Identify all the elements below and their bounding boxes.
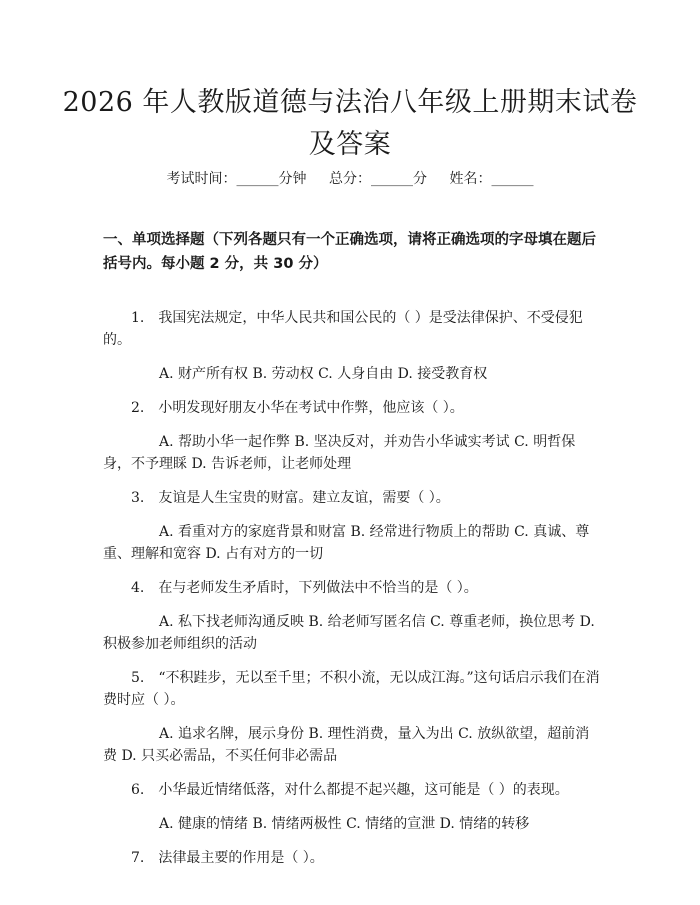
exam-info xyxy=(0,168,700,188)
document-title: 2026 年人教版道德与法治八年级上册期末试卷及答案 xyxy=(62,87,638,160)
question-stem: 5. “不积跬步，无以至千里；不积小流，无以成江海。”这句话启示我们在消费时应（ ）。 xyxy=(103,670,600,708)
question-stem: 1. 我国宪法规定，中华人民共和国公民的（ ）是受法律保护、不受侵犯的。 xyxy=(103,310,583,348)
total-score-field: 总分：______分 xyxy=(329,171,427,187)
question-options: A. 健康的情绪 B. 情绪两极性 C. 情绪的宣泄 D. 情绪的转移 xyxy=(159,816,530,832)
question-options: A. 看重对方的家庭背景和财富 B. 经常进行物质上的帮助 C. 真诚、尊重、理解和宽容 D. 占有对方的一切 xyxy=(103,524,590,562)
question-stem: 7. 法律最主要的作用是（ ）。 xyxy=(131,850,324,866)
question-stem: 6. 小华最近情绪低落，对什么都提不起兴趣，这可能是（ ）的表现。 xyxy=(131,782,569,798)
question-stem: 2. 小明发现好朋友小华在考试中作弊，他应该（ ）。 xyxy=(131,400,464,416)
section-heading: 一、单项选择题（下列各题只有一个正确选项，请将正确选项的字母填在题后括号内。每小题 2 分，共 30 分） xyxy=(103,232,596,272)
exam-time-field: 考试时间：______分钟 xyxy=(166,171,307,187)
question-list xyxy=(103,307,600,881)
question-options: A. 私下找老师沟通反映 B. 给老师写匿名信 C. 尊重老师，换位思考 D. 积极参加老师组织的活动 xyxy=(103,614,595,652)
question-options: A. 财产所有权 B. 劳动权 C. 人身自由 D. 接受教育权 xyxy=(159,366,488,382)
question-stem: 3. 友谊是人生宝贵的财富。建立友谊，需要（ ）。 xyxy=(131,490,450,506)
question-options: A. 追求名牌，展示身份 B. 理性消费，量入为出 C. 放纵欲望，超前消费 D. 只买必需品，不买任何非必需品 xyxy=(103,726,590,764)
question-stem: 4. 在与老师发生矛盾时，下列做法中不恰当的是（ ）。 xyxy=(131,580,478,596)
student-name-field: 姓名：______ xyxy=(449,171,534,187)
question-options: A. 帮助小华一起作弊 B. 坚决反对，并劝告小华诚实考试 C. 明哲保身，不予理睬 D. 告诉老师，让老师处理 xyxy=(103,434,576,472)
